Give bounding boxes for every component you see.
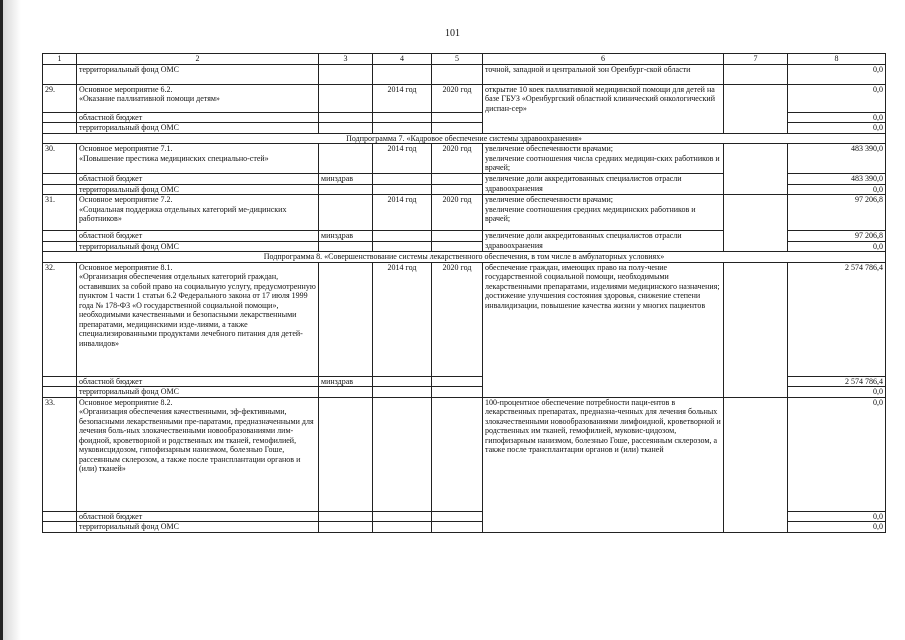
row-number-cell [43, 112, 77, 123]
funding-value: 0,0 [788, 241, 886, 252]
expected-result: увеличение доли аккредитованных специалистов отрасли здравоохранения [483, 231, 724, 252]
end-year [432, 64, 483, 84]
column-number-row [43, 54, 886, 65]
end-year [432, 511, 483, 522]
funding-value: 0,0 [788, 522, 886, 533]
start-year [373, 112, 432, 123]
funding-value: 483 390,0 [788, 174, 886, 185]
start-year: 2014 год [373, 144, 432, 174]
activity-name: Основное мероприятие 8.2. «Организация обеспечения качественными, эф-фективными, безопасными лекарственными пре-паратами, предназначенными для лечения боль-ных злокачественными новообразованиями лим-фоидной, кроветворной и родственных им тканей, гемофилией, муковисцидозом, гипофизарным нанизмом, болезнью Гоше, рассеянным склерозом, а также после трансплантации органов и (или) тканей» [77, 397, 319, 511]
col-header-3: 3 [319, 54, 373, 65]
expected-result: 100-процентное обеспечение потребности паци-ентов в лекарственных препаратах, предназна-ченных для лечения больных злокачественными новообразованиями лимфоидной, кроветворной и родственных им тканей, гемофилией, муковис-цидозом, гипофизарным нанизмом, болезнью Гоше, рассеянным склерозом, а также после трансплантации органов и (или) тканей [483, 397, 724, 532]
funding-value: 0,0 [788, 84, 886, 112]
activity-name: Основное мероприятие 6.2. «Оказание паллиативной помощи детям» [77, 84, 319, 112]
funding-source: территориальный фонд ОМС [77, 184, 319, 195]
expected-result: увеличение обеспеченности врачами; увеличение соотношения числа средних медицин-ских работников и врачей; [483, 144, 724, 174]
expected-result: увеличение доли аккредитованных специалистов отрасли здравоохранения [483, 174, 724, 195]
col-header-8: 8 [788, 54, 886, 65]
indicator-cell [724, 397, 788, 532]
subprogram-title: Подпрограмма 8. «Совершенствование системы лекарственного обеспечения, в том числе в амбулаторных условиях» [43, 252, 886, 263]
executor: минздрав [319, 231, 373, 242]
funding-value: 97 206,8 [788, 195, 886, 231]
col-header-7: 7 [724, 54, 788, 65]
col-header-2: 2 [77, 54, 319, 65]
row-number-cell [43, 511, 77, 522]
scan-shadow [3, 0, 21, 640]
start-year [373, 387, 432, 398]
executor: минздрав [319, 174, 373, 185]
row-number-cell [43, 387, 77, 398]
executor-cell [319, 397, 373, 511]
row-number-cell [43, 231, 77, 242]
executor-cell [319, 84, 373, 112]
start-year: 2014 год [373, 195, 432, 231]
executor-cell [319, 123, 373, 134]
start-year [373, 123, 432, 134]
funding-source: территориальный фонд ОМС [77, 387, 319, 398]
end-year: 2020 год [432, 195, 483, 231]
indicator-cell [724, 64, 788, 84]
end-year [432, 123, 483, 134]
indicator-cell [724, 84, 788, 133]
end-year [432, 387, 483, 398]
row-number-cell [43, 184, 77, 195]
row-number: 33. [43, 397, 77, 511]
end-year [432, 522, 483, 533]
end-year: 2020 год [432, 262, 483, 376]
indicator-cell [724, 262, 788, 397]
subprogram-title: Подпрограмма 7. «Кадровое обеспечение системы здравоохранения» [43, 133, 886, 144]
table-row [43, 195, 886, 231]
funding-source: территориальный фонд ОМС [77, 241, 319, 252]
funding-value: 2 574 786,4 [788, 262, 886, 376]
start-year [373, 231, 432, 242]
end-year [432, 174, 483, 185]
page-number: 101 [445, 28, 460, 39]
end-year [432, 184, 483, 195]
end-year [432, 231, 483, 242]
expected-result: обеспечение граждан, имеющих право на полу-чение государственной социальной помощи, необходимыми лекарственными препаратами, изделиями медицинского назначения; достижение улучшения состояния здоровья, снижение степени инвалидизации, повышение качества жизни у многих пациентов [483, 262, 724, 397]
executor-cell [319, 144, 373, 174]
subprogram-row [43, 133, 886, 144]
executor-cell [319, 112, 373, 123]
end-year [432, 241, 483, 252]
table-row [43, 397, 886, 511]
executor-cell [319, 522, 373, 533]
expected-result: открытие 10 коек паллиативной медицинской помощи для детей на базе ГБУЗ «Оренбургский областной клинический онкологический диспан-сер» [483, 84, 724, 133]
col-header-5: 5 [432, 54, 483, 65]
executor-cell [319, 241, 373, 252]
start-year [373, 174, 432, 185]
col-header-1: 1 [43, 54, 77, 65]
funding-value: 483 390,0 [788, 144, 886, 174]
subprogram-row [43, 252, 886, 263]
end-year [432, 397, 483, 511]
start-year [373, 376, 432, 387]
funding-value: 0,0 [788, 184, 886, 195]
row-number-cell [43, 376, 77, 387]
start-year [373, 522, 432, 533]
table-row [43, 262, 886, 376]
executor-cell [319, 387, 373, 398]
end-year: 2020 год [432, 84, 483, 112]
row-number: 31. [43, 195, 77, 231]
row-number: 29. [43, 84, 77, 112]
row-number-cell [43, 174, 77, 185]
funding-value: 0,0 [788, 112, 886, 123]
row-number-cell [43, 64, 77, 84]
funding-value: 0,0 [788, 123, 886, 134]
expected-result: увеличение обеспеченности врачами; увеличение соотношения средних медицинских работников и врачей; [483, 195, 724, 231]
executor-cell [319, 195, 373, 231]
start-year [373, 511, 432, 522]
activity-name: Основное мероприятие 7.1. «Повышение престижа медицинских специально-стей» [77, 144, 319, 174]
table-row [43, 144, 886, 174]
funding-source: областной бюджет [77, 376, 319, 387]
funding-source: областной бюджет [77, 174, 319, 185]
funding-source: областной бюджет [77, 511, 319, 522]
table-row [43, 64, 886, 84]
start-year [373, 184, 432, 195]
col-header-4: 4 [373, 54, 432, 65]
col-header-6: 6 [483, 54, 724, 65]
row-number-cell [43, 522, 77, 533]
executor-cell [319, 262, 373, 376]
funding-value: 0,0 [788, 387, 886, 398]
expected-result: точной, западной и центральной зон Оренбург-ской области [483, 64, 724, 84]
start-year: 2014 год [373, 84, 432, 112]
executor-cell [319, 511, 373, 522]
row-number-cell [43, 123, 77, 134]
funding-value: 0,0 [788, 397, 886, 511]
activity-name: Основное мероприятие 8.1. «Организация обеспечения отдельных категорий граждан, оставивших за собой право на социальную услугу, предусмотренную пунктом 1 части 1 статьи 6.2 Федерального закона от 17 июля 1999 года № 178-ФЗ «О государственной социальной помощи», необходимыми качественными и безопасными лекарственными препаратами, медицинскими изде-лиями, а также специализированными продуктами лечебного питания для детей-инвалидов» [77, 262, 319, 376]
row-number: 32. [43, 262, 77, 376]
funding-value: 0,0 [788, 64, 886, 84]
executor-cell [319, 184, 373, 195]
end-year [432, 376, 483, 387]
funding-value: 0,0 [788, 511, 886, 522]
funding-source: областной бюджет [77, 231, 319, 242]
indicator-cell [724, 195, 788, 252]
executor: минздрав [319, 376, 373, 387]
funding-value: 97 206,8 [788, 231, 886, 242]
activity-name: Основное мероприятие 7.2. «Социальная поддержка отдельных категорий ме-дицинских работников» [77, 195, 319, 231]
indicator-cell [724, 144, 788, 195]
funding-value: 2 574 786,4 [788, 376, 886, 387]
start-year: 2014 год [373, 262, 432, 376]
row-number: 30. [43, 144, 77, 174]
start-year [373, 397, 432, 511]
end-year [432, 112, 483, 123]
end-year: 2020 год [432, 144, 483, 174]
funding-source: областной бюджет [77, 112, 319, 123]
funding-source: территориальный фонд ОМС [77, 123, 319, 134]
table-row [43, 84, 886, 112]
executor-cell [319, 64, 373, 84]
program-table [42, 53, 886, 533]
activity-name: территориальный фонд ОМС [77, 64, 319, 84]
funding-source: территориальный фонд ОМС [77, 522, 319, 533]
start-year [373, 241, 432, 252]
row-number-cell [43, 241, 77, 252]
start-year [373, 64, 432, 84]
